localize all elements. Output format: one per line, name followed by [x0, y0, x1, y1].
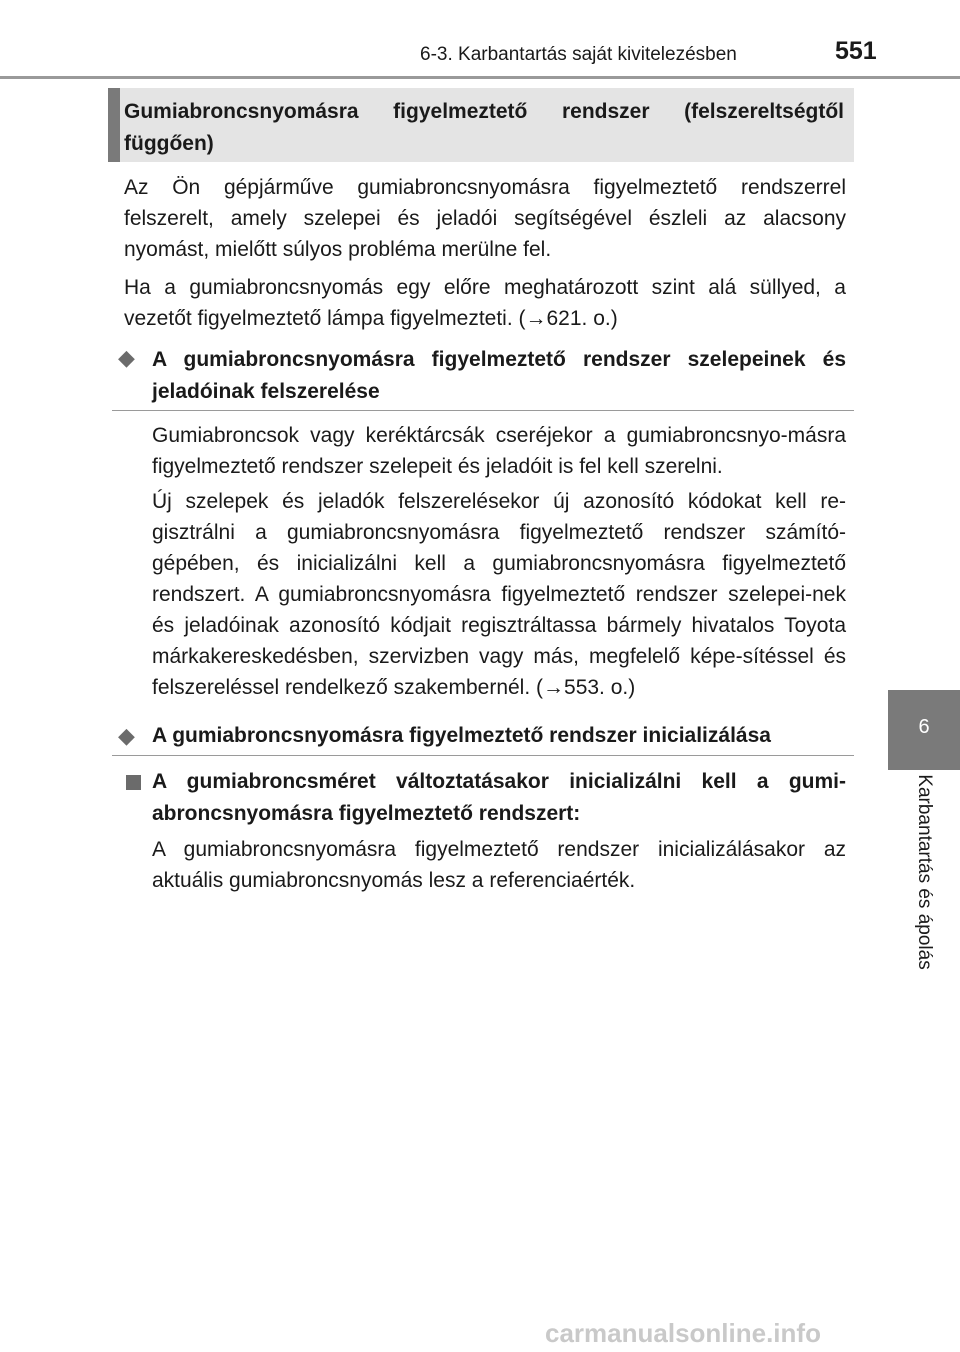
- intro-paragraph-1: Az Ön gépjárműve gumiabroncsnyomásra figyelmeztető rendszerrel felszerelt, amely szelepei és jeladói segítségével észleli az alacsony nyomást, mielőtt súlyos probléma merülne fel.: [124, 176, 846, 261]
- header-section-title: 6-3. Karbantartás saját kivitelezésben: [420, 44, 737, 65]
- chapter-side-label: Karbantartás és ápolás: [914, 774, 935, 970]
- title-box-text: Gumiabroncsnyomásra figyelmeztető rendszer (felszereltségtől függően): [124, 100, 844, 155]
- title-box-accent-bar: [108, 88, 120, 162]
- section2-paragraph-1: A gumiabroncsnyomásra figyelmeztető rendszer inicializálásakor az aktuális gumiabroncsnyomás lesz a referenciaérték.: [152, 838, 846, 892]
- chapter-number: 6: [918, 716, 930, 738]
- title-box: [108, 88, 854, 162]
- diamond-bullet-icon: ◆: [118, 723, 135, 748]
- diamond-bullet-icon: ◆: [118, 345, 135, 370]
- watermark: carmanualsonline.info: [545, 1318, 821, 1348]
- section2-subheading: A gumiabroncsméret változtatásakor inicializálni kell a gumi-abroncsnyomásra figyelmeztető rendszert:: [152, 770, 846, 825]
- section1-paragraph-1: Gumiabroncsok vagy keréktárcsák cseréjekor a gumiabroncsnyo-másra figyelmeztető rendszer szelepeit és jeladóit is fel kell szerelni.: [152, 424, 846, 478]
- section1-paragraph-2: Új szelepek és jeladók felszerelésekor új azonosító kódokat kell re-gisztrálni a gumiabroncsnyomásra figyelmeztető rendszer számító-gépében, és inicializálni kell a gumiabroncsnyomásra figyelmeztető rendszert. A gumiabroncsnyomásra figyelmeztető rendszer szelepei-nek és jeladóinak azonosító kódjait regisztráltassa bármely hivatalos Toyota márkakereskedésben, szervizben vagy más, megfelelő képe-sítéssel és felszereléssel rendelkező szakembernél. (→553. o.): [152, 490, 846, 699]
- header-rule: [0, 76, 960, 79]
- section1-rule: [112, 410, 854, 411]
- chapter-side-tab: [888, 690, 960, 770]
- section1-heading: A gumiabroncsnyomásra figyelmeztető rendszer szelepeinek és jeladóinak felszerelése: [152, 348, 846, 403]
- section2-heading: A gumiabroncsnyomásra figyelmeztető rendszer inicializálása: [152, 724, 771, 747]
- section2-rule: [112, 755, 854, 756]
- page-number: 551: [835, 37, 877, 65]
- intro-paragraph-2: Ha a gumiabroncsnyomás egy előre meghatározott szint alá süllyed, a vezetőt figyelmeztető lámpa figyelmezteti. (→621. o.): [124, 276, 846, 330]
- square-bullet-icon: [126, 775, 141, 790]
